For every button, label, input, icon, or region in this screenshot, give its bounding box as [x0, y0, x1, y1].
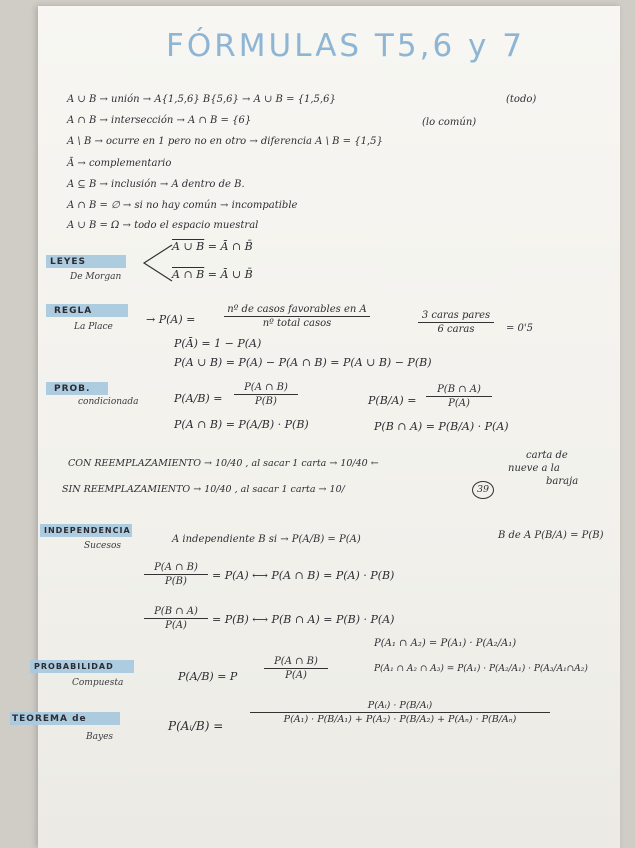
circled-number: 39 [477, 484, 490, 495]
laplace-pa-label: → P(A) = [146, 313, 196, 326]
morgan-eq1 [172, 240, 253, 253]
compound-lhs: P(A/B) = P [178, 670, 238, 683]
laplace-fraction [224, 304, 370, 329]
set-incompatible-line: A ∩ B = ∅ → si no hay común → incompatible [67, 200, 298, 211]
laplace-denominator: nº total casos [262, 318, 332, 329]
indep-fraction-2-numerator: P(B ∩ A) [154, 606, 198, 617]
indep-fraction-2-denominator: P(A) [165, 620, 187, 631]
cond-lhs-2: P(B/A) = [368, 394, 417, 407]
indep-fraction-1 [144, 562, 208, 587]
with-replacement-line: CON REEMPLAZAMIENTO → 10/40 , al sacar 1 carta → 10/40 ← [68, 458, 379, 469]
compound-subheader: Compuesta [72, 678, 124, 688]
cond-denominator-2: P(A) [448, 398, 470, 409]
laplace-complement: P(Ā) = 1 − P(A) [174, 337, 262, 350]
cond-numerator: P(A ∩ B) [244, 382, 288, 393]
laplace-numerator: nº de casos favorables en A [227, 304, 367, 315]
bayes-header: TEOREMA de [12, 714, 87, 724]
paper-sheet [12, 6, 620, 848]
set-union-line: A ∪ B → unión → A{1,5,6} B{5,6} → A ∪ B = {1,5,6} [67, 94, 336, 105]
cond-denominator: P(B) [255, 396, 277, 407]
bayes-lhs: P(Aᵢ/B) = [168, 719, 224, 733]
morgan-eq2-rhs: = Ā ∪ B̄ [207, 268, 253, 281]
indep-header: INDEPENDENCIA [44, 526, 131, 535]
compound-fraction [264, 656, 328, 681]
morgan-eq2 [172, 268, 253, 281]
indep-fraction-1-numerator: P(A ∩ B) [154, 562, 198, 573]
laplace-example-fraction [418, 310, 494, 335]
set-difference-line: A \ B → ocurre en 1 pero no en otro → diferencia A \ B = {1,5} [67, 136, 383, 147]
indep-subheader: Sucesos [84, 541, 121, 551]
laplace-example-denominator: 6 caras [437, 324, 475, 335]
set-union-note: (todo) [506, 94, 537, 105]
morgan-brace-icon [138, 241, 174, 285]
compound-line-2: P(A₁ ∩ A₂ ∩ A₃) = P(A₁) · P(A₂/A₁) · P(A₃/A₁∩A₂) [374, 664, 588, 674]
compound-denominator: P(A) [285, 670, 307, 681]
morgan-eq1-lhs: A ∪ B [172, 240, 205, 253]
set-intersection-note: (lo común) [422, 117, 477, 128]
cond-subheader: condicionada [78, 397, 139, 407]
set-intersection-line: A ∩ B → intersección → A ∩ B = {6} [67, 115, 252, 126]
bayes-denominator: P(A₁) · P(B/A₁) + P(A₂) · P(B/A₂) + P(Aₙ) · P(B/Aₙ) [283, 714, 517, 725]
set-complement-line: Ā → complementario [67, 158, 172, 169]
replacement-note-3: baraja [546, 476, 579, 487]
morgan-eq2-lhs: A ∩ B [172, 268, 205, 281]
replacement-note-1: carta de [526, 450, 568, 461]
set-total-space-line: A ∪ B = Ω → todo el espacio muestral [67, 220, 259, 231]
compound-numerator: P(A ∩ B) [274, 656, 318, 667]
indep-fraction-1-denominator: P(B) [165, 576, 187, 587]
compound-line-1: P(A₁ ∩ A₂) = P(A₁) · P(A₂/A₁) [374, 638, 517, 649]
cond-header: PROB. [54, 384, 91, 394]
morgan-subheader: De Morgan [70, 272, 122, 282]
morgan-eq1-rhs: = Ā ∩ B̄ [207, 240, 253, 253]
indep-fraction-2 [144, 606, 208, 631]
bayes-subheader: Bayes [86, 732, 114, 742]
cond-product-2: P(B ∩ A) = P(B/A) · P(A) [374, 420, 509, 433]
bayes-numerator: P(Aᵢ) · P(B/Aᵢ) [367, 700, 433, 711]
morgan-header: LEYES [50, 257, 87, 267]
cond-product-1: P(A ∩ B) = P(A/B) · P(B) [174, 418, 309, 431]
cond-fraction-2 [426, 384, 492, 409]
without-replacement-line: SIN REEMPLAZAMIENTO → 10/40 , al sacar 1 carta → 10/ [62, 484, 345, 495]
laplace-union: P(A ∪ B) = P(A) − P(A ∩ B) = P(A ∪ B) − P(B) [174, 356, 432, 369]
laplace-example-numerator: 3 caras pares [421, 310, 491, 321]
indep-eq-2: = P(B) ⟷ P(B ∩ A) = P(B) · P(A) [212, 613, 395, 626]
cond-lhs: P(A/B) = [174, 392, 223, 405]
laplace-subheader: La Place [74, 322, 113, 332]
replacement-note-2: nueve a la [508, 463, 560, 474]
set-inclusion-line: A ⊆ B → inclusión → A dentro de B. [67, 179, 245, 190]
cond-fraction [234, 382, 298, 407]
indep-definition: A independiente B si → P(A/B) = P(A) [172, 534, 361, 545]
laplace-example-result: = 0'5 [506, 323, 534, 334]
cond-numerator-2: P(B ∩ A) [437, 384, 481, 395]
indep-side-note: B de A P(B/A) = P(B) [498, 530, 604, 541]
page-title: FÓRMULAS T5,6 y 7 [166, 28, 525, 64]
laplace-header: REGLA [54, 306, 93, 316]
bayes-fraction [250, 700, 550, 725]
indep-eq-1: = P(A) ⟷ P(A ∩ B) = P(A) · P(B) [212, 569, 395, 582]
compound-header: PROBABILIDAD [34, 662, 114, 671]
